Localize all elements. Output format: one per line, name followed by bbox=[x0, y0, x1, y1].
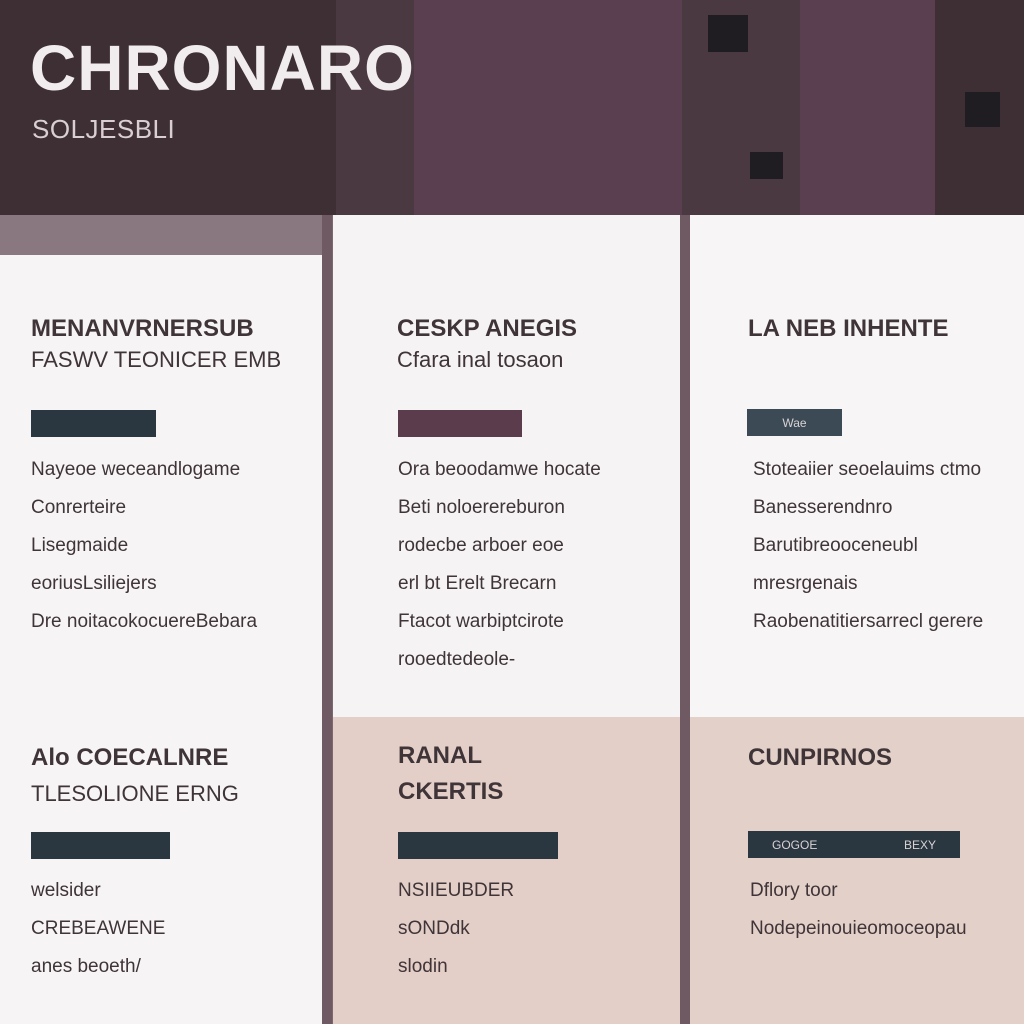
card-accent-bar bbox=[748, 831, 960, 858]
card-line: Dflory toor bbox=[750, 880, 838, 901]
card-line: Conrerteire bbox=[31, 497, 127, 518]
card-bar-label: Wae bbox=[782, 415, 807, 430]
card-line: Raobenatitiersarrecl gerere bbox=[753, 611, 984, 632]
card-line: anes beoeth/ bbox=[31, 956, 141, 977]
card-title: Alo COECALNRE bbox=[31, 744, 229, 771]
decorative-square bbox=[750, 152, 783, 179]
card-lines bbox=[753, 451, 983, 641]
card-line: rodecbe arboer eoe bbox=[398, 535, 564, 556]
card-line: rooedtedeole- bbox=[398, 649, 516, 670]
card-title-second-line: CKERTIS bbox=[398, 778, 504, 805]
card-line: erl bt Erelt Brecarn bbox=[398, 573, 557, 594]
card-subtitle: Cfara inal tosaon bbox=[397, 347, 564, 372]
card-line: Dre noitacokocuereBebara bbox=[31, 611, 258, 632]
card-accent-bar bbox=[398, 410, 522, 437]
card-bar-label-left: GOGOE bbox=[772, 837, 818, 852]
card-title: MENANVRNERSUB bbox=[31, 315, 254, 342]
card-line: Barutibreooceneubl bbox=[753, 535, 918, 556]
card-line: mresrgenais bbox=[753, 573, 858, 594]
card-lines bbox=[398, 872, 514, 986]
card-bar-label-right: BEXY bbox=[903, 837, 936, 852]
header-underband bbox=[0, 215, 330, 255]
card-lines bbox=[31, 451, 257, 641]
header-stripe bbox=[414, 0, 682, 215]
card-b bbox=[333, 215, 680, 717]
card-lines bbox=[398, 451, 601, 679]
card-accent-bar bbox=[747, 409, 842, 436]
card-title: LA NEB INHENTE bbox=[748, 315, 949, 342]
decorative-square bbox=[965, 92, 1000, 127]
card-line: Nayeoe weceandlogame bbox=[31, 459, 241, 480]
header-stripe bbox=[800, 0, 935, 215]
header-banner bbox=[0, 0, 1024, 215]
card-lines bbox=[31, 872, 165, 986]
card-title: CUNPIRNOS bbox=[748, 744, 893, 771]
card-c bbox=[690, 215, 1024, 717]
brand-title: CHRONARO bbox=[30, 32, 415, 104]
card-line: Stoteaiier seoelauims ctmo bbox=[753, 459, 982, 480]
card-line: Beti noloerereburon bbox=[398, 497, 565, 518]
card-line: welsider bbox=[31, 880, 101, 901]
card-e bbox=[333, 717, 680, 1024]
column-divider bbox=[680, 215, 690, 1024]
card-title: RANAL bbox=[398, 742, 482, 769]
card-accent-bar bbox=[31, 832, 170, 859]
decorative-square bbox=[708, 15, 748, 52]
column-divider bbox=[322, 215, 332, 1024]
card-d bbox=[0, 715, 322, 1024]
card-f bbox=[690, 717, 1024, 1024]
card-line: Nodepeinouieomoceopau bbox=[750, 918, 967, 939]
card-line: eoriusLsiliejers bbox=[31, 573, 157, 594]
card-line: Lisegmaide bbox=[31, 535, 129, 556]
card-line: slodin bbox=[398, 956, 448, 977]
card-lines bbox=[750, 872, 967, 948]
card-title: CESKP ANEGIS bbox=[397, 315, 578, 342]
card-line: Banesserendnro bbox=[753, 497, 893, 518]
card-line: sONDdk bbox=[398, 918, 470, 939]
card-line: NSIIEUBDER bbox=[398, 880, 515, 901]
card-subtitle: TLESOLIONE ERNG bbox=[31, 781, 239, 806]
card-line: CREBEAWENE bbox=[31, 918, 166, 939]
card-line: Ftacot warbiptcirote bbox=[398, 611, 564, 632]
card-accent-bar bbox=[31, 410, 156, 437]
brand-subtitle: SOLJESBLI bbox=[32, 114, 176, 144]
card-line: Ora beoodamwe hocate bbox=[398, 459, 601, 480]
card-a bbox=[0, 255, 322, 715]
card-subtitle: FASWV TEONICER EMB bbox=[31, 347, 282, 372]
card-accent-bar bbox=[398, 832, 558, 859]
